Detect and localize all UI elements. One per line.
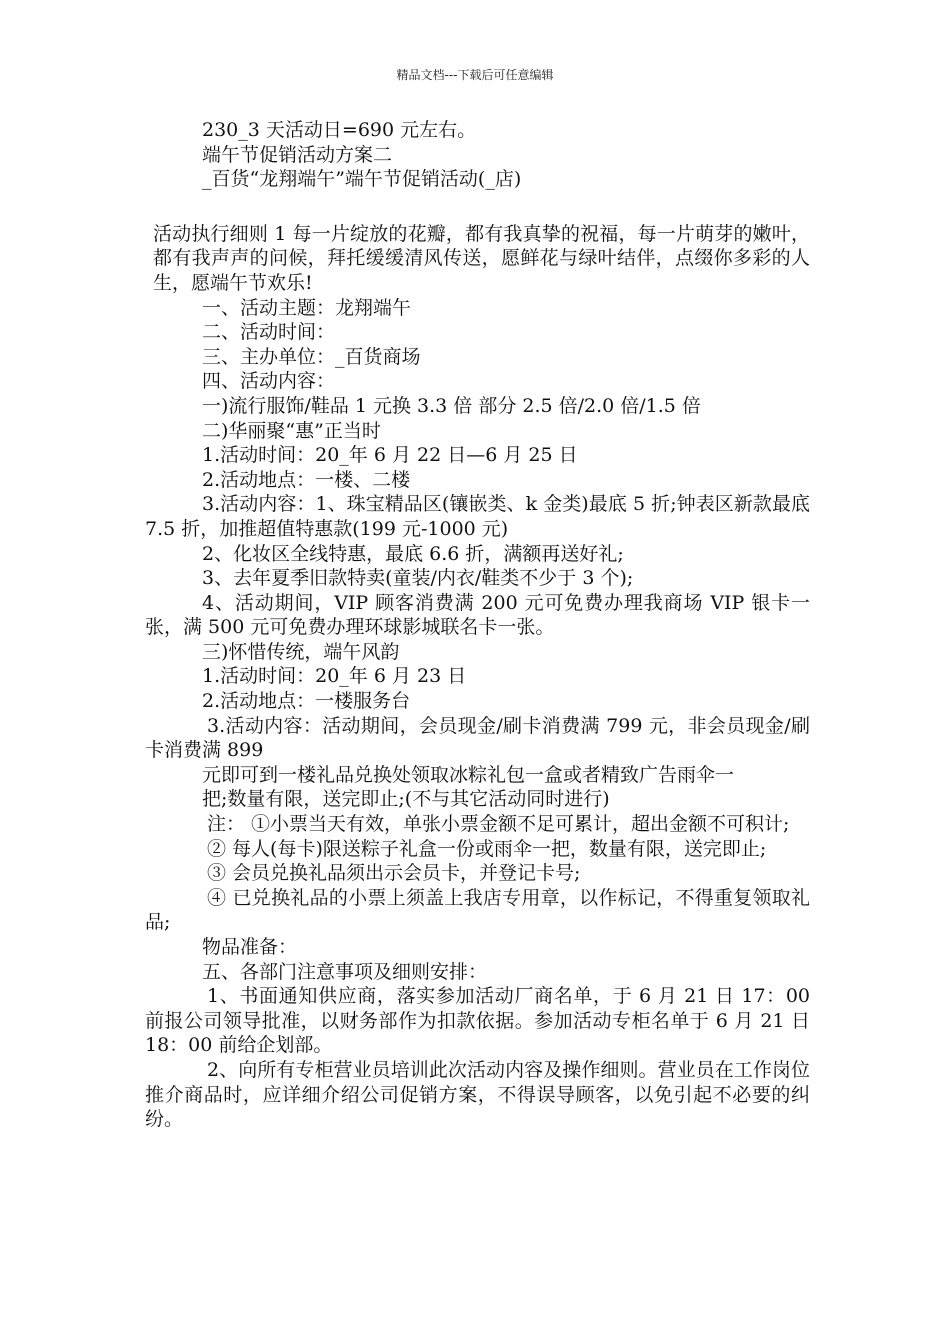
paragraph: 物品准备： (202, 936, 298, 958)
paragraph: ② 每人(每卡)限送粽子礼盒一份或雨伞一把，数量有限，送完即止; (207, 837, 767, 860)
paragraph: 2.活动地点：一楼服务台 (202, 690, 411, 713)
paragraph: 三、主办单位：_百货商场 (202, 345, 421, 368)
paragraph: 2、化妆区全线特惠，最底 6.6 折，满额再送好礼; (202, 542, 624, 565)
paragraph: 五、各部门注意事项及细则安排： (202, 960, 488, 983)
paragraph: ④ 已兑换礼品的小票上须盖上我店专用章，以作标记，不得重复领取礼品; (145, 886, 810, 934)
document-body (145, 118, 810, 1132)
paragraph: _百货“龙翔端午”端午节促销活动(_店) (202, 168, 522, 191)
spacer (145, 192, 810, 222)
paragraph: 四、活动内容： (202, 370, 336, 393)
paragraph: 把;数量有限，送完即止;(不与其它活动同时进行) (202, 788, 610, 811)
paragraph: 2.活动地点：一楼、二楼 (202, 468, 411, 491)
paragraph: 一、活动主题：龙翔端午 (202, 296, 412, 319)
paragraph: 注： ①小票当天有效，单张小票金额不足可累计，超出金额不可积计; (207, 813, 790, 836)
paragraph: 一)流行服饰/鞋品 1 元换 3.3 倍 部分 2.5 倍/2.0 倍/1.5 倍 (202, 394, 701, 417)
paragraph: 1.活动时间：20_年 6 月 22 日—6 月 25 日 (202, 444, 578, 467)
page-header: 精品文档---下载后可任意编辑 (396, 68, 554, 82)
paragraph: 2、向所有专柜营业员培训此次活动内容及操作细则。营业员在工作岗位推介商品时，应详细介绍公司促销方案，不得误导顾客，以免引起不必要的纠纷。 (145, 1058, 810, 1131)
paragraph: 4、活动期间，VIP 顾客消费满 200 元可免费办理我商场 VIP 银卡一张，满 500 元可免费办理环球影城联名卡一张。 (145, 591, 810, 639)
paragraph: 二)华丽聚“惠”正当时 (202, 419, 381, 442)
paragraph: 230_3 天活动日=690 元左右。 (202, 119, 477, 141)
paragraph: 3.活动内容：活动期间，会员现金/刷卡消费满 799 元，非会员现金/刷卡消费满 899 (145, 714, 810, 762)
paragraph: ③ 会员兑换礼品须出示会员卡，并登记卡号; (207, 862, 581, 885)
paragraph: 端午节促销活动方案二 (202, 143, 393, 166)
paragraph: 1、书面通知供应商，落实参加活动厂商名单，于 6 月 21 日 17：00 前报公司领导批准，以财务部作为扣款依据。参加活动专柜名单于 6 月 21 日 18：00 前给企划部。 (145, 985, 810, 1057)
paragraph: 元即可到一楼礼品兑换处领取冰粽礼包一盒或者精致广告雨伞一 (202, 763, 735, 786)
paragraph: 3.活动内容：1、珠宝精品区(镶嵌类、k 金类)最底 5 折;钟表区新款最底 7.5 折，加推超值特惠款(199 元-1000 元) (145, 493, 810, 540)
paragraph: 1.活动时间：20_年 6 月 23 日 (202, 665, 467, 688)
paragraph: 三)怀惜传统，端午风韵 (202, 640, 400, 663)
paragraph: 3、去年夏季旧款特卖(童装/内衣/鞋类不少于 3 个); (202, 567, 634, 590)
paragraph: 二、活动时间： (202, 321, 336, 344)
paragraph: 活动执行细则 1 每一片绽放的花瓣，都有我真挚的祝福，每一片萌芽的嫩叶，都有我声声的问候，拜托缓缓清风传送，愿鲜花与绿叶结伴，点缀你多彩的人生，愿端午节欢乐! (153, 222, 810, 294)
